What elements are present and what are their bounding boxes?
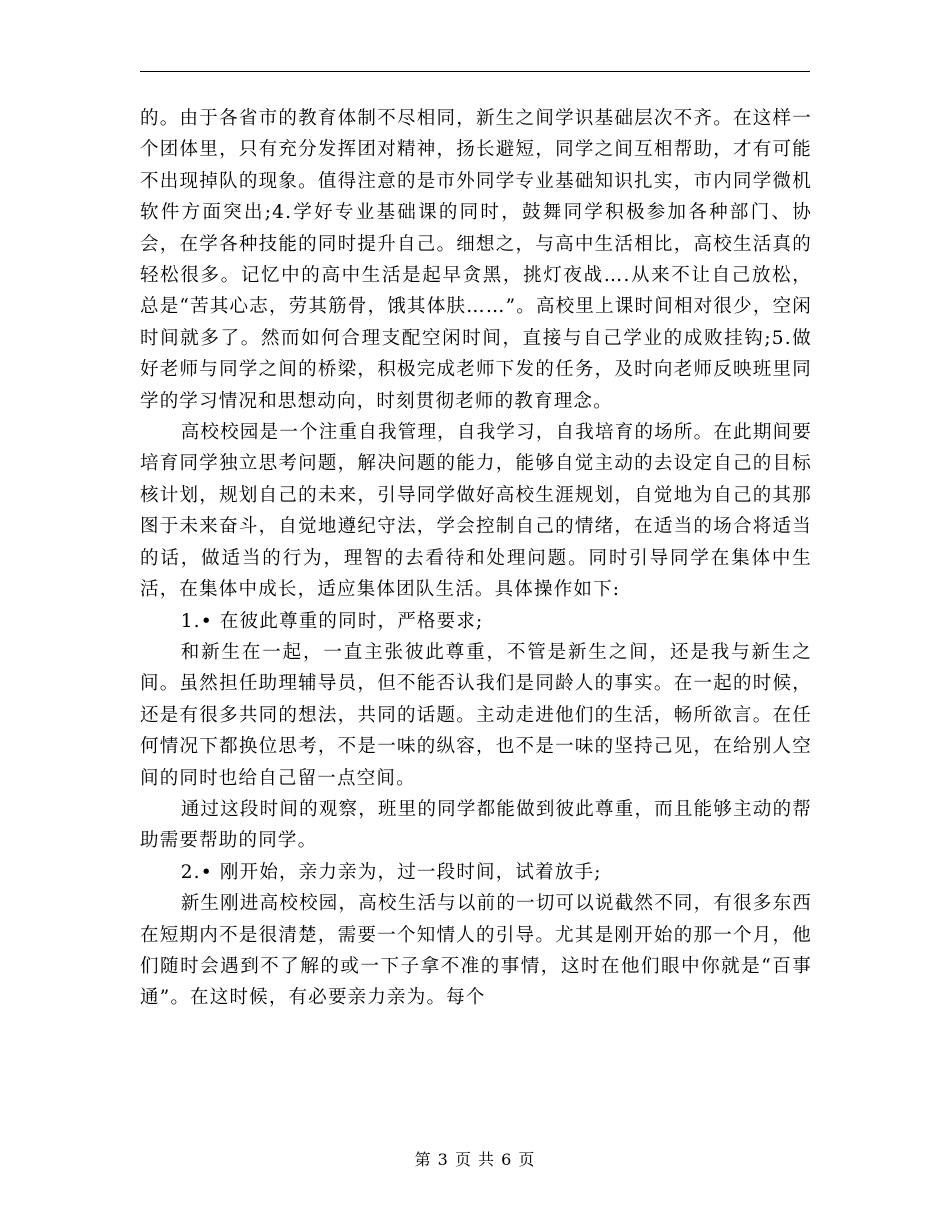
- paragraph-campus-management: 高校校园是一个注重自我管理，自我学习，自我培育的场所。在此期间要培育同学独立思考问题，解决问题的能力，能够自觉主动的去设定自己的目标核计划，规划自己的未来，引导同学做好高校生涯规划，自觉地为自己的其那图于未来奋斗，自觉地遵纪守法，学会控制自己的情绪，在适当的场合将适当的话，做适当的行为，理智的去看待和处理问题。同时引导同学在集体中生活，在集体中成长，适应集体团队生活。具体操作如下:: [140, 422, 812, 601]
- paragraph-new-students: 新生刚进高校校园，高校生活与以前的一切可以说截然不同，有很多东西在短期内不是很清楚，需要一个知情人的引导。尤其是刚开始的那一个月，他们随时会遇到不了解的或一下子拿不准的事情，这时在他们眼中你就是“百事通”。在这时候，有必要亲力亲为。每个: [140, 893, 812, 1009]
- paragraph-observation: 通过这段时间的观察，班里的同学都能做到彼此尊重，而且能够主动的帮助需要帮助的同学。: [140, 798, 812, 852]
- header-rule: [140, 71, 810, 72]
- paragraph-mutual-respect: 和新生在一起，一直主张彼此尊重，不管是新生之间，还是我与新生之间。虽然担任助理辅导员，但不能否认我们是同龄人的事实。在一起的时候，还是有很多共同的想法，共同的话题。主动走进他们的生活，畅所欲言。在任何情况下都换位思考，不是一味的纵容，也不是一味的坚持己见，在给别人空间的同时也给自己留一点空间。: [140, 641, 812, 789]
- list-item-1-heading: 1.• 在彼此尊重的同时，严格要求;: [180, 610, 484, 632]
- list-item-2-heading: 2.• 刚开始，亲力亲为，过一段时间，试着放手;: [180, 861, 602, 883]
- paragraph-continued: 的。由于各省市的教育体制不尽相同，新生之间学识基础层次不齐。在这样一个团体里，只有充分发挥团对精神，扬长避短，同学之间互相帮助，才有可能不出现掉队的现象。值得注意的是市外同学专业基础知识扎实，市内同学微机软件方面突出;4.学好专业基础课的同时，鼓舞同学积极参加各种部门、协会，在学各种技能的同时提升自己。细想之，与高中生活相比，高校生活真的轻松很多。记忆中的高中生活是起早贪黑，挑灯夜战….从来不让自己放松，总是“苦其心志，劳其筋骨，饿其体肤……”。高校里上课时间相对很少，空闲时间就多了。然而如何合理支配空闲时间，直接与自己学业的成败挂钩;5.做好老师与同学之间的桥梁，积极完成老师下发的任务，及时向老师反映班里同学的学习情况和思想动向，时刻贯彻老师的教育理念。: [140, 108, 812, 412]
- document-body: [140, 103, 812, 1014]
- page-number-footer: 第 3 页 共 6 页: [414, 1150, 536, 1169]
